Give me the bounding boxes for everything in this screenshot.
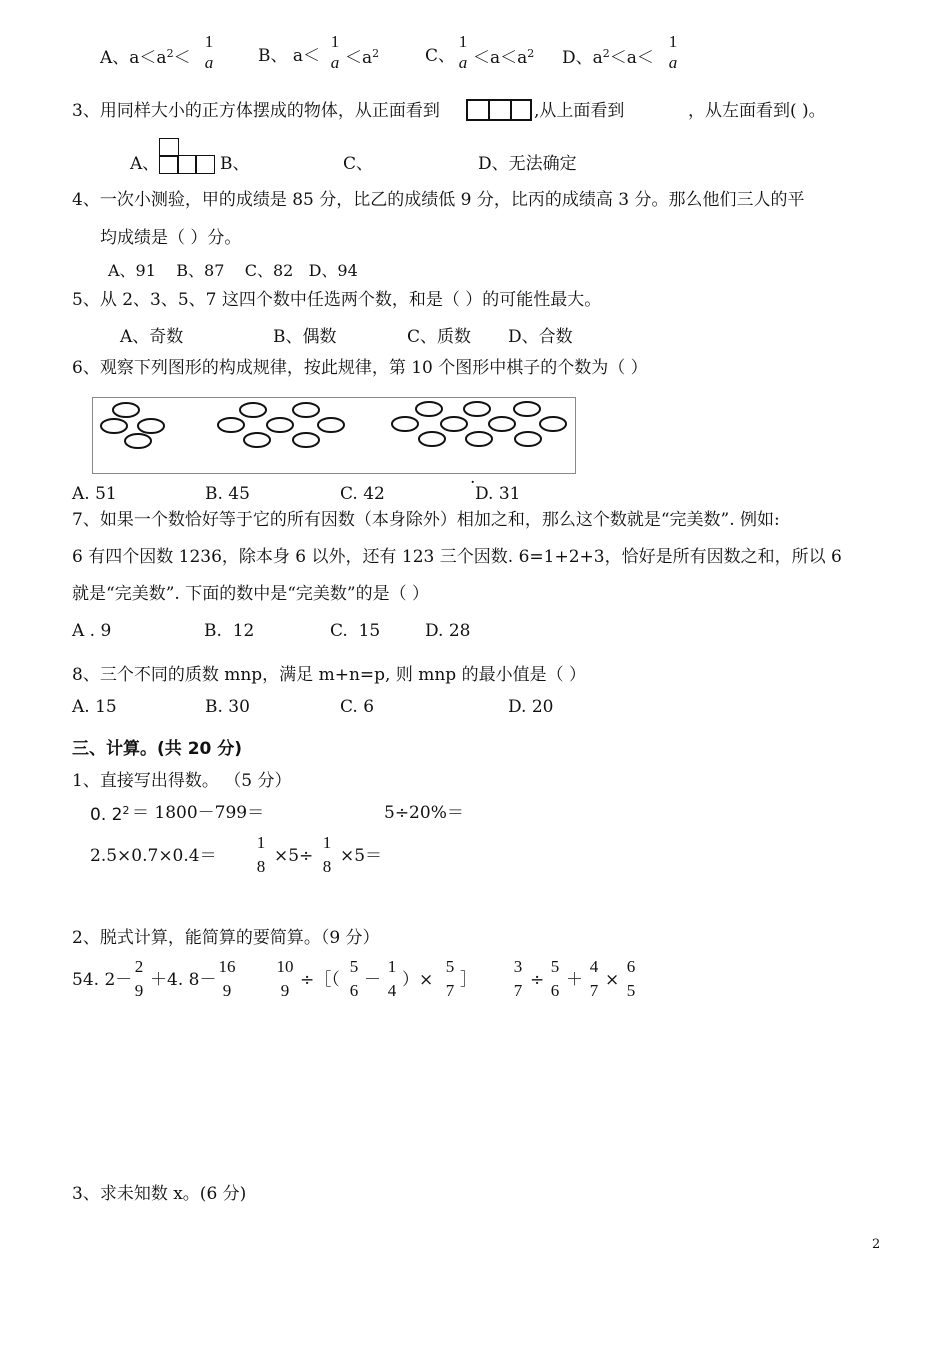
q2-c-rest: $<a<a^2$ bbox=[473, 47, 535, 68]
q2-a-fraction: 1 a bbox=[204, 32, 214, 72]
expr-2-d: ］ bbox=[460, 970, 477, 990]
expr-3-fraction-3: 4 7 bbox=[589, 957, 599, 1000]
q3-option-d: D、无法确定 bbox=[478, 154, 577, 174]
expr-2-a: ÷［（ bbox=[300, 970, 340, 990]
q6-text: 6、观察下列图形的构成规律，按此规律，第 10 个图形中棋子的个数为（ ） bbox=[72, 358, 648, 378]
q3-front-view-figure bbox=[466, 99, 532, 121]
expr-2-fraction-3: 1 4 bbox=[387, 957, 397, 1000]
expr-2-fraction-1: 10 9 bbox=[276, 957, 294, 1000]
expr-1-a: 54. 2－ bbox=[72, 970, 133, 990]
q3-text-a: 3、用同样大小的正方体摆成的物体，从正面看到 bbox=[72, 101, 440, 121]
q3-text-b: ,从上面看到 bbox=[534, 101, 625, 121]
expr-3-b: ＋ bbox=[566, 970, 583, 990]
calc-2-mid1: ×5÷ bbox=[274, 846, 314, 866]
q4-line-2: 均成绩是（ ）分。 bbox=[100, 228, 242, 248]
expr-1-fraction-2: 16 9 bbox=[218, 957, 236, 1000]
q2-c-fraction: 1 a bbox=[458, 32, 468, 72]
expr-3-fraction-2: 5 6 bbox=[550, 957, 560, 1000]
expr-3-a: ÷ bbox=[530, 970, 545, 990]
calc-1b: ＝ 1800－799＝ bbox=[132, 803, 265, 823]
expr-2-fraction-2: 5 6 bbox=[349, 957, 359, 1000]
page-number: 2 bbox=[872, 1237, 881, 1252]
q8-option-a: A. 15 bbox=[72, 697, 117, 717]
q2-b-fraction: 1 a bbox=[330, 32, 340, 72]
q8-option-c: C. 6 bbox=[340, 697, 375, 717]
q2-d-fraction: 1 a bbox=[668, 32, 678, 72]
q8-option-b: B. 30 bbox=[205, 697, 250, 717]
q2-option-b: B、 a＜ bbox=[258, 46, 321, 66]
q5-option-c: C、质数 bbox=[407, 327, 472, 347]
q5-option-d: D、合数 bbox=[508, 327, 573, 347]
q3-option-a: A、 bbox=[130, 154, 160, 174]
q7-line-2: 6 有四个因数 1236，除本身 6 以外，还有 123 三个因数. 6=1+2+3，恰好是所有因数之和，所以 6 bbox=[72, 547, 842, 567]
expr-2-b: － bbox=[364, 970, 381, 990]
calc-2-fraction-2: 1 8 bbox=[322, 833, 332, 876]
part-2-title: 2、脱式计算，能简算的要简算。（9 分） bbox=[72, 928, 380, 948]
q8-text: 8、三个不同的质数 mnp，满足 m+n=p, 则 mnp 的最小值是（ ） bbox=[72, 665, 586, 685]
q3-option-a-figure bbox=[159, 138, 215, 174]
expr-3-fraction-4: 6 5 bbox=[626, 957, 636, 1000]
q3-option-b: B、 bbox=[220, 154, 250, 174]
q3-option-c: C、 bbox=[343, 154, 374, 174]
expr-1-b: ＋4. 8－ bbox=[150, 970, 217, 990]
expr-1-fraction-1: 2 9 bbox=[134, 957, 144, 1000]
calc-2-fraction-1: 1 8 bbox=[256, 833, 266, 876]
q2-option-c: C、 bbox=[425, 46, 456, 66]
calc-2a: 2.5×0.7×0.4＝ bbox=[90, 846, 217, 866]
calc-1a: 0. $2^2$ bbox=[90, 804, 130, 825]
q7-line-3: 就是“完美数”. 下面的数中是“完美数”的是（ ） bbox=[72, 584, 429, 604]
q6-option-b: B. 45 bbox=[205, 484, 250, 504]
q5-option-b: B、偶数 bbox=[273, 327, 337, 347]
q3-text-c: ，从左面看到( )。 bbox=[688, 101, 826, 121]
q7-option-a: A . 9 bbox=[72, 621, 112, 641]
q5-text: 5、从 2、3、5、7 这四个数中任选两个数，和是（ ）的可能性最大。 bbox=[72, 290, 602, 310]
q4-options: A、91 B、87 C、82 D、94 bbox=[108, 261, 358, 280]
calc-1c: 5÷20%＝ bbox=[384, 803, 464, 823]
q2-option-a: A、$a<a^2<$ bbox=[100, 47, 191, 68]
q7-option-b: B. 12 bbox=[204, 621, 255, 641]
q6-option-a: A. 51 bbox=[72, 484, 117, 504]
q7-option-c: C. 15 bbox=[330, 621, 381, 641]
q7-option-d: D. 28 bbox=[425, 621, 471, 641]
q6-stray-dot: . bbox=[470, 468, 476, 488]
q2-b-rest: $<a^2$ bbox=[345, 47, 380, 68]
q5-option-a: A、奇数 bbox=[120, 327, 184, 347]
q6-option-c: C. 42 bbox=[340, 484, 385, 504]
expr-2-c: ）× bbox=[402, 970, 434, 990]
q4-line-1: 4、一次小测验，甲的成绩是 85 分，比乙的成绩低 9 分，比丙的成绩高 3 分。那么他们三人的平 bbox=[72, 190, 805, 210]
q8-option-d: D. 20 bbox=[508, 697, 554, 717]
expr-2-fraction-4: 5 7 bbox=[445, 957, 455, 1000]
expr-3-fraction-1: 3 7 bbox=[513, 957, 523, 1000]
part-3-title: 3、求未知数 x。(6 分) bbox=[72, 1184, 247, 1204]
q6-pattern-figure bbox=[92, 397, 576, 474]
expr-3-c: × bbox=[605, 970, 620, 990]
calc-2-mid2: ×5＝ bbox=[340, 846, 383, 866]
section-3-heading: 三、计算。(共 20 分) bbox=[72, 739, 243, 759]
q2-option-d: D、$a^2<a<$ bbox=[562, 47, 654, 68]
part-1-title: 1、直接写出得数。 （5 分） bbox=[72, 771, 292, 791]
q6-option-d: D. 31 bbox=[475, 484, 521, 504]
q7-line-1: 7、如果一个数恰好等于它的所有因数（本身除外）相加之和，那么这个数就是“完美数”. 例如: bbox=[72, 510, 780, 530]
